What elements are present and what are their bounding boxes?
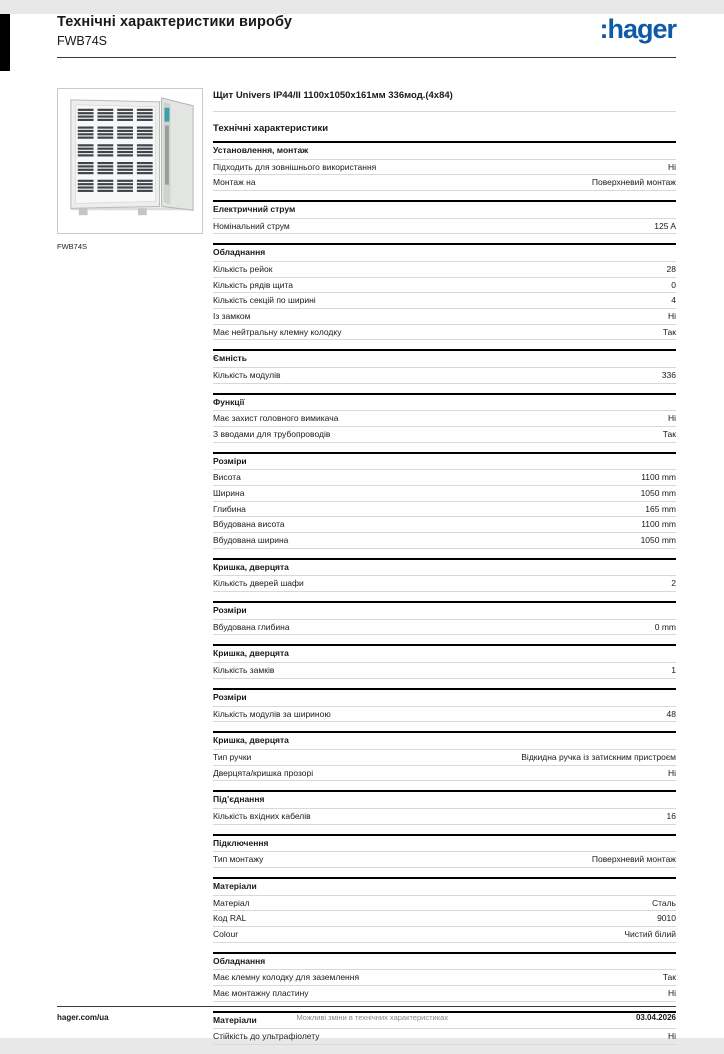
spec-value: Так xyxy=(662,429,676,440)
spec-value: 165 mm xyxy=(645,503,676,514)
spec-value: Ні xyxy=(667,767,676,778)
section-title: Обладнання xyxy=(213,952,676,971)
section-title: Матеріали xyxy=(213,1011,676,1030)
spec-value: 1 xyxy=(671,665,676,676)
print-registration-mark xyxy=(0,14,10,71)
product-image-column xyxy=(57,88,203,251)
spec-row xyxy=(213,809,676,825)
spec-row xyxy=(213,576,676,592)
spec-row xyxy=(213,517,676,533)
spec-section xyxy=(213,141,676,191)
spec-label: З вводами для трубопроводів xyxy=(213,429,331,440)
spec-label: Вбудована висота xyxy=(213,519,285,530)
spec-label: Має монтажну пластину xyxy=(213,987,309,998)
spec-section xyxy=(213,243,676,340)
spec-value: Так xyxy=(662,972,676,983)
spec-label: Кількість модулів xyxy=(213,370,281,381)
spec-value: 1100 mm xyxy=(641,472,676,483)
footer-url[interactable]: hager.com/ua xyxy=(57,1013,109,1022)
spec-value: Поверхневий монтаж xyxy=(591,177,676,188)
section-title: Розміри xyxy=(213,688,676,707)
section-rows xyxy=(213,896,676,943)
spec-row xyxy=(213,896,676,912)
section-title: Ємність xyxy=(213,349,676,368)
spec-value: Сталь xyxy=(651,897,676,908)
spec-value: Чистий білий xyxy=(624,928,676,939)
spec-label: Монтаж на xyxy=(213,177,256,188)
section-title: Розміри xyxy=(213,452,676,471)
spec-label: Код RAL xyxy=(213,913,247,924)
section-rows xyxy=(213,809,676,825)
spec-row xyxy=(213,411,676,427)
spec-section xyxy=(213,834,676,868)
spec-row xyxy=(213,986,676,1002)
specs-column xyxy=(213,88,676,1054)
spec-section xyxy=(213,601,676,635)
spec-value: 48 xyxy=(666,708,676,719)
section-title: Кришка, дверцята xyxy=(213,558,676,577)
spec-value: Так xyxy=(662,326,676,337)
section-rows xyxy=(213,160,676,191)
product-image xyxy=(57,88,203,234)
spec-section xyxy=(213,644,676,678)
spec-row xyxy=(213,262,676,278)
spec-row xyxy=(213,707,676,723)
spec-value: 28 xyxy=(666,264,676,275)
spec-label: Матеріал xyxy=(213,897,250,908)
spec-value: 1050 mm xyxy=(640,534,676,545)
spec-value: Ні xyxy=(667,987,676,998)
spec-value: Ні xyxy=(667,311,676,322)
spec-label: Colour xyxy=(213,928,239,939)
spec-label: Із замком xyxy=(213,311,251,322)
spec-value: 9010 xyxy=(657,913,676,924)
specs-heading: Технічні характеристики xyxy=(213,123,329,134)
main-content xyxy=(57,88,676,1054)
section-rows xyxy=(213,368,676,384)
cabinet-illustration xyxy=(61,92,199,230)
section-rows xyxy=(213,852,676,868)
spec-value: Поверхневий монтаж xyxy=(591,854,676,865)
section-title: Розміри xyxy=(213,601,676,620)
page-header xyxy=(57,14,676,48)
section-rows xyxy=(213,1029,676,1045)
spec-row xyxy=(213,219,676,235)
spec-value: Відкидна ручка із затискним пристроєм xyxy=(521,751,676,762)
spec-label: Кількість модулів за шириною xyxy=(213,708,331,719)
header-divider xyxy=(57,57,676,58)
spec-row xyxy=(213,293,676,309)
spec-value: Ні xyxy=(667,161,676,172)
spec-label: Кількість дверей шафи xyxy=(213,578,304,589)
spec-row xyxy=(213,1029,676,1045)
spec-row xyxy=(213,502,676,518)
spec-row xyxy=(213,766,676,782)
spec-row xyxy=(213,470,676,486)
spec-row xyxy=(213,927,676,943)
spec-section xyxy=(213,393,676,443)
spec-label: Вбудована глибина xyxy=(213,621,290,632)
section-rows xyxy=(213,219,676,235)
spec-label: Кількість вхідних кабелів xyxy=(213,810,311,821)
spec-row xyxy=(213,486,676,502)
section-title: Функції xyxy=(213,393,676,412)
section-rows xyxy=(213,750,676,781)
spec-value: Ні xyxy=(667,413,676,424)
spec-label: Підходить для зовнішнього використання xyxy=(213,161,377,172)
spec-value: 1050 mm xyxy=(640,488,676,499)
spec-row xyxy=(213,175,676,191)
section-rows xyxy=(213,576,676,592)
product-code: FWB74S xyxy=(57,34,108,48)
spec-row xyxy=(213,368,676,384)
footer-disclaimer: Можливі зміни в технічних характеристиках xyxy=(296,1013,449,1022)
hager-logo: :hager xyxy=(599,14,676,44)
spec-row xyxy=(213,750,676,766)
section-rows xyxy=(213,620,676,636)
spec-row xyxy=(213,533,676,549)
spec-section xyxy=(213,452,676,549)
spec-label: Має нейтральну клемну колодку xyxy=(213,326,342,337)
section-rows xyxy=(213,707,676,723)
product-image-caption: FWB74S xyxy=(57,242,88,251)
spec-label: Кількість рейок xyxy=(213,264,273,275)
spec-label: Глибина xyxy=(213,503,246,514)
spec-value: 0 xyxy=(671,279,676,290)
spec-label: Стійкість до ультрафіолету xyxy=(213,1031,320,1042)
spec-row xyxy=(213,663,676,679)
page-title: Технічні характеристики виробу xyxy=(57,14,292,30)
spec-value: 4 xyxy=(671,295,676,306)
spec-row xyxy=(213,620,676,636)
spec-label: Кількість секцій по ширині xyxy=(213,295,316,306)
spec-row xyxy=(213,970,676,986)
spec-section xyxy=(213,790,676,824)
spec-row xyxy=(213,309,676,325)
spec-value: 1100 mm xyxy=(641,519,676,530)
spec-sections xyxy=(213,141,676,1045)
spec-label: Має клемну колодку для заземлення xyxy=(213,972,360,983)
spec-label: Номінальний струм xyxy=(213,220,290,231)
section-title: Підключення xyxy=(213,834,676,853)
section-title: Кришка, дверцята xyxy=(213,731,676,750)
product-title: Щит Univers IP44/II 1100x1050x161мм 336мод.(4x84) xyxy=(213,88,676,112)
spec-value: 16 xyxy=(666,810,676,821)
header-text-block xyxy=(57,14,292,48)
spec-section xyxy=(213,558,676,592)
spec-label: Тип монтажу xyxy=(213,854,264,865)
footer-date: 03.04.2026 xyxy=(635,1013,676,1022)
page-footer xyxy=(57,1006,676,1022)
spec-value: 336 xyxy=(661,370,676,381)
section-rows xyxy=(213,663,676,679)
spec-row xyxy=(213,911,676,927)
spec-label: Висота xyxy=(213,472,241,483)
spec-label: Дверцята/кришка прозорі xyxy=(213,767,314,778)
section-rows xyxy=(213,970,676,1001)
section-title: Установлення, монтаж xyxy=(213,141,676,160)
section-title: Обладнання xyxy=(213,243,676,262)
spec-section xyxy=(213,952,676,1002)
section-title: Матеріали xyxy=(213,877,676,896)
spec-row xyxy=(213,160,676,176)
spec-row xyxy=(213,427,676,443)
spec-label: Тип ручки xyxy=(213,751,252,762)
spec-section xyxy=(213,200,676,234)
section-rows xyxy=(213,470,676,548)
spec-label: Вбудована ширина xyxy=(213,534,289,545)
spec-value: 0 mm xyxy=(654,621,676,632)
spec-label: Кількість рядів щита xyxy=(213,279,293,290)
spec-label: Кількість замків xyxy=(213,665,275,676)
spec-row xyxy=(213,852,676,868)
spec-section xyxy=(213,877,676,943)
spec-label: Має захист головного вимикача xyxy=(213,413,339,424)
spec-section xyxy=(213,349,676,383)
section-rows xyxy=(213,262,676,340)
datasheet-page xyxy=(0,14,724,1042)
spec-value: 2 xyxy=(671,578,676,589)
spec-section xyxy=(213,731,676,781)
spec-section xyxy=(213,688,676,722)
section-title: Кришка, дверцята xyxy=(213,644,676,663)
spec-row xyxy=(213,325,676,341)
spec-row xyxy=(213,278,676,294)
spec-value: Ні xyxy=(667,1031,676,1042)
spec-label: Ширина xyxy=(213,488,245,499)
section-rows xyxy=(213,411,676,442)
section-title: Під’єднання xyxy=(213,790,676,809)
section-title: Електричний струм xyxy=(213,200,676,219)
spec-value: 125 A xyxy=(654,220,676,231)
